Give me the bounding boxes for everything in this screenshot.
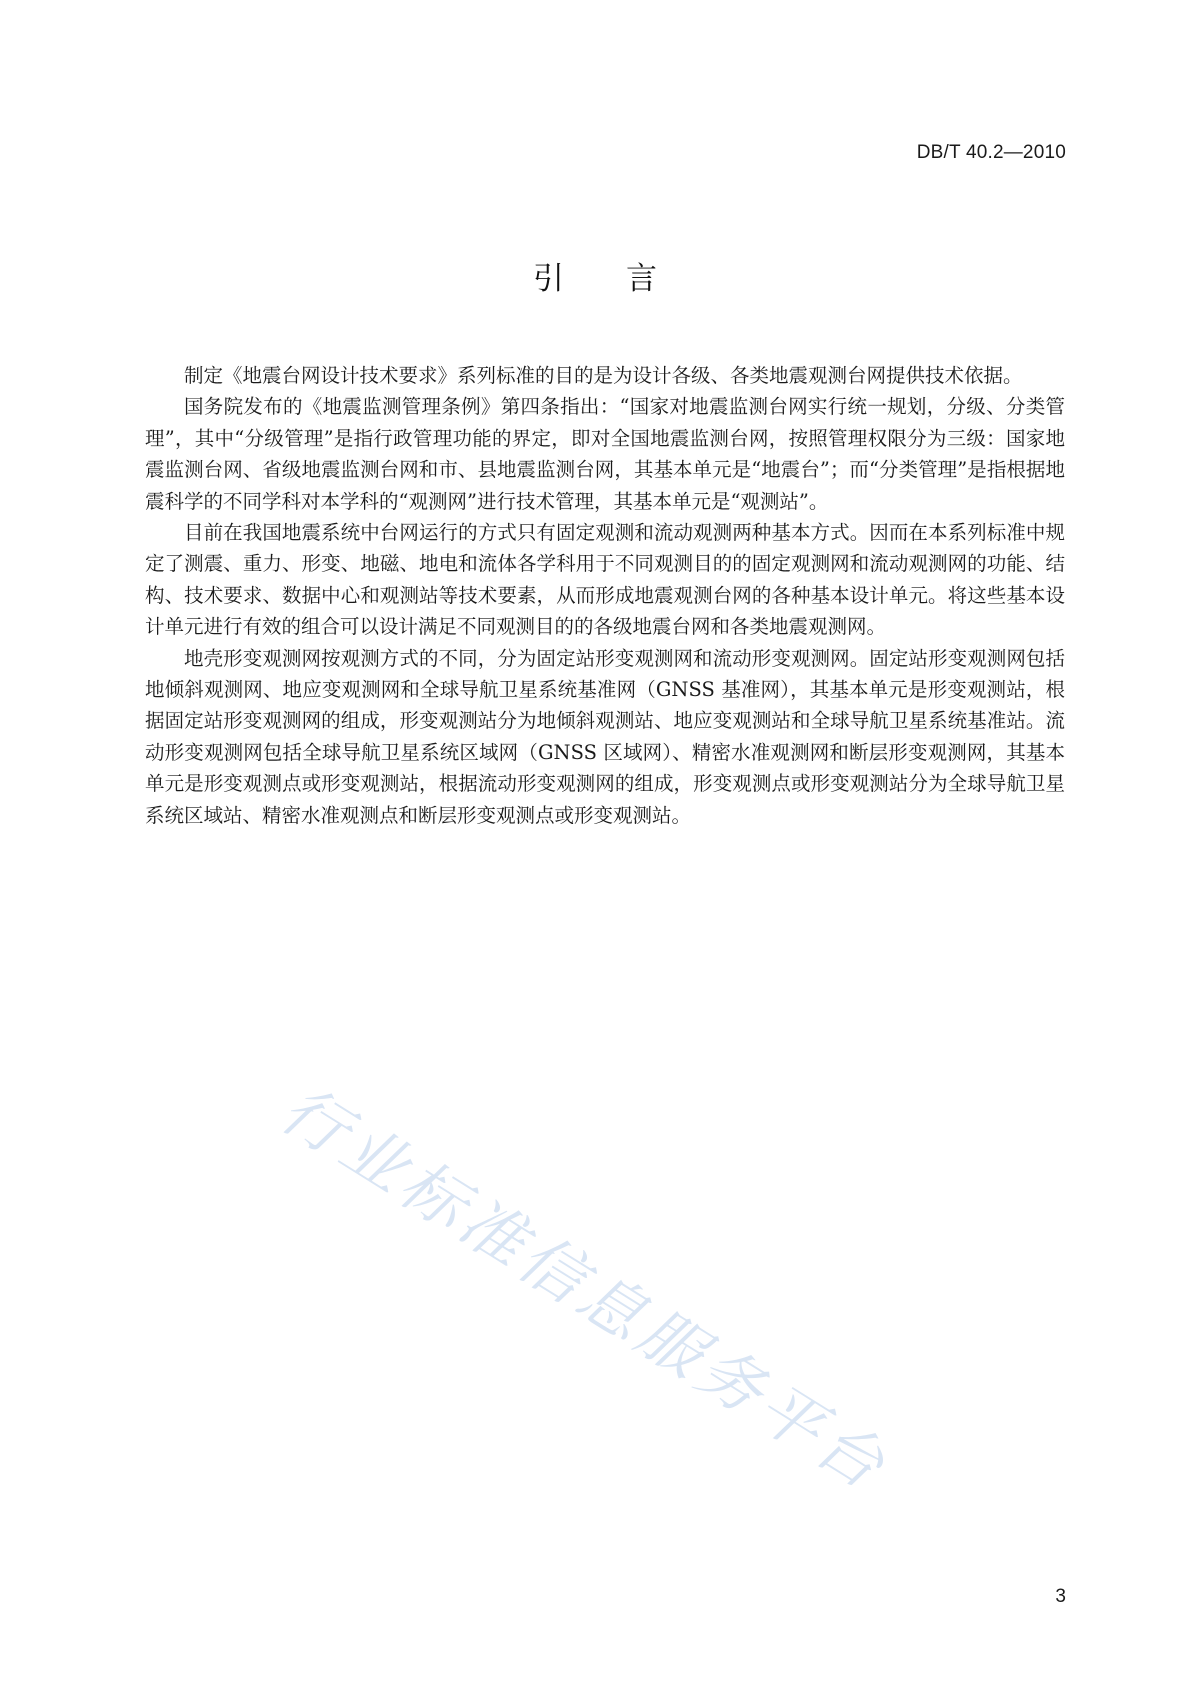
watermark: 行业标准信息服务平台: [267, 1072, 901, 1507]
paragraph-3: 目前在我国地震系统中台网运行的方式只有固定观测和流动观测两种基本方式。因而在本系列标准中规定了测震、重力、形变、地磁、地电和流体各学科用于不同观测目的的固定观测网和流动观测网的功能、结构、技术要求、数据中心和观测站等技术要素，从而形成地震观测台网的各种基本设计单元。将这些基本设计单元进行有效的组合可以设计满足不同观测目的的各级地震台网和各类地震观测网。: [145, 521, 1065, 639]
paragraph-1: 制定《地震台网设计技术要求》系列标准的目的是为设计各级、各类地震观测台网提供技术依据。: [184, 364, 1023, 387]
introduction-body: [145, 360, 1065, 831]
page-title: 引言: [533, 261, 719, 297]
document-code: DB/T 40.2—2010: [916, 142, 1066, 163]
paragraph-2: 国务院发布的《地震监测管理条例》第四条指出：“国家对地震监测台网实行统一规划，分级、分类管理”，其中“分级管理”是指行政管理功能的界定，即对全国地震监测台网，按照管理权限分为三级：国家地震监测台网、省级地震监测台网和市、县地震监测台网，其基本单元是“地震台”；而“分类管理”是指根据地震科学的不同学科对本学科的“观测网”进行技术管理，其基本单元是“观测站”。: [145, 395, 1065, 513]
page-number: 3: [1055, 1586, 1066, 1607]
paragraph-4: 地壳形变观测网按观测方式的不同，分为固定站形变观测网和流动形变观测网。固定站形变观测网包括地倾斜观测网、地应变观测网和全球导航卫星系统基准网（GNSS 基准网），其基本单元是形变观测站，根据固定站形变观测网的组成，形变观测站分为地倾斜观测站、地应变观测站和全球导航卫星系统基准站。流动形变观测网包括全球导航卫星系统区域网（GNSS 区域网）、精密水准观测网和断层形变观测网，其基本单元是形变观测点或形变观测站，根据流动形变观测网的组成，形变观测点或形变观测站分为全球导航卫星系统区域站、精密水准观测点和断层形变观测点或形变观测站。: [145, 646, 1065, 827]
